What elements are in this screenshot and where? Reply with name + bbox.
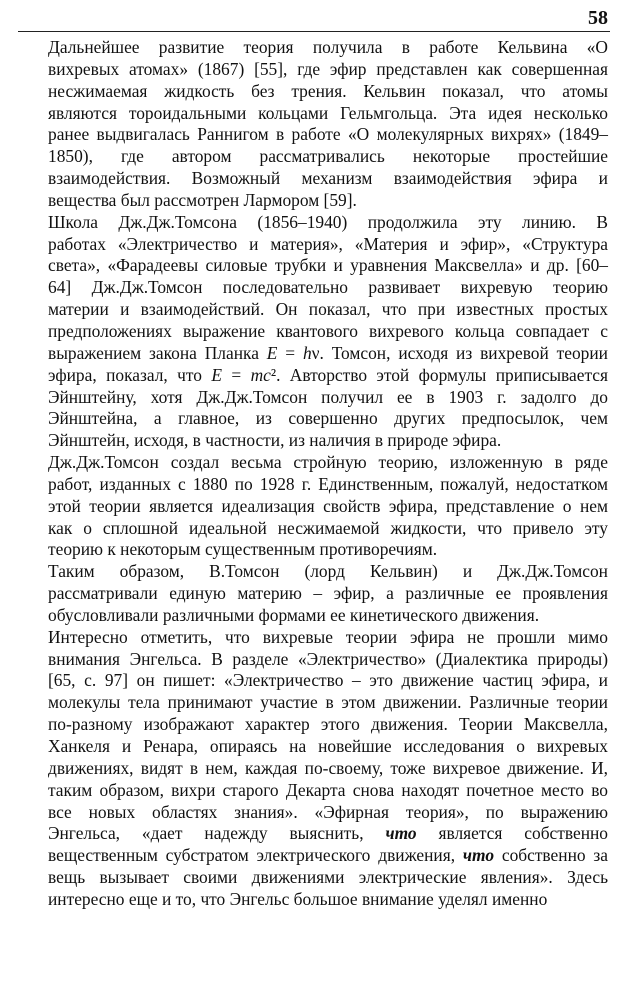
text-line: несжимаемая жидкость без трения. Кельвин показал, что атомы	[48, 80, 608, 101]
text-line: предположениях выражение квантового вихревого кольца совпадает с	[48, 320, 608, 341]
text-line: все новых областях знания». «Эфирная теория», по выражению	[48, 801, 608, 822]
text-line: материи и взаимодействий. Он показал, что при известных простых	[48, 299, 608, 320]
page-number: 58	[588, 7, 608, 29]
text-line: выражением закона Планка E = hν. Томсон, исходя из вихревой теории	[48, 342, 608, 363]
text-line: по-разному изображают характер этого движения. Теории Максвелла,	[48, 714, 608, 735]
body-text	[20, 37, 608, 911]
text-line: работ, изданных с 1880 по 1928 г. Единственным, пожалуй, недостатком	[48, 473, 608, 494]
text-line: Ханкеля и Ренара, опираясь на новейшие исследования о вихревых	[48, 736, 608, 756]
text-line: Дж.Дж.Томсон создал весьма стройную теорию, изложенную в ряде	[48, 452, 608, 473]
text-line: вещь вызывает своими движениями электрические явления». Здесь	[48, 867, 608, 888]
text-line: Интересно отметить, что вихревые теории эфира не прошли мимо	[48, 626, 608, 647]
text-line: интересно еще и то, что Энгельс большое внимание уделял именно	[48, 888, 548, 909]
text-line: вещественным субстратом электрического движения, что собственно за	[48, 845, 608, 866]
text-line: молекулы тела принимают участие в этом движении. Различные теории	[48, 692, 608, 713]
text-line: Эйнштейн, исходя, в частности, из наличия в природе эфира.	[48, 430, 502, 451]
text-line: эфира, показал, что E = mc². Авторство этой формулы приписывается	[48, 364, 608, 385]
text-line: Таким образом, В.Томсон (лорд Кельвин) и Дж.Дж.Томсон	[48, 561, 608, 582]
paragraph	[20, 37, 608, 212]
text-line: таким образом, вихри старого Декарта снова находят почетное место во	[48, 779, 608, 800]
text-line: вихревых атомах» (1867) [55], где эфир представлен как совершенная	[48, 58, 608, 79]
text-line: Школа Дж.Дж.Томсона (1856–1940) продолжила эту линию. В	[48, 211, 608, 232]
text-line: Энгельса, «дает надежду выяснить, что является собственно	[48, 823, 608, 844]
paragraph	[20, 212, 608, 452]
text-line: света», «Фарадеевы силовые трубки и уравнения Максвелла» и др. [60–	[48, 255, 608, 276]
text-line: рассматривали единую материю – эфир, а различные ее проявления	[48, 583, 608, 604]
text-line: взаимодействия. Возможный механизм взаимодействия эфира и	[48, 168, 608, 189]
text-line: вещества был рассмотрен Лармором [59].	[48, 189, 357, 210]
paragraph	[20, 561, 608, 627]
text-line: Эйнштейну, хотя Дж.Дж.Томсон получил ее в 1903 г. задолго до	[48, 386, 608, 407]
text-line: [65, с. 97] он пишет: «Электричество – это движение частиц эфира, и	[48, 670, 608, 691]
text-line: работах «Электричество и материя», «Материя и эфир», «Структура	[48, 233, 608, 254]
text-line: являются тороидальными кольцами Гельмгольца. Эта идея несколько	[48, 102, 608, 123]
text-line: как о сплошной идеальной несжимаемой жидкости, что привело эту	[48, 517, 608, 538]
text-line: движениях, видят в нем, каждая по-своему, тоже вихревое движение. И,	[48, 757, 608, 778]
text-line: этой теории является идеализация свойств эфира, представление о нем	[48, 495, 608, 516]
text-line: теорию к некоторым существенным противоречиям.	[48, 539, 438, 560]
paragraph	[20, 452, 608, 561]
paragraph	[20, 627, 608, 911]
text-line: Дальнейшее развитие теория получила в работе Кельвина «О	[48, 37, 608, 57]
text-line: внимания Энгельса. В разделе «Электричество» (Диалектика природы)	[48, 648, 608, 669]
text-line: ранее выдвигалась Раннигом в работе «О молекулярных вихрях» (1849–	[48, 124, 608, 145]
text-line: обусловливали различными формами ее кинетического движения.	[48, 604, 540, 625]
text-line: 1850), где автором рассматривались некоторые простейшие	[48, 146, 608, 167]
text-line: Эйнштейна, а главное, из совершенно других предпосылок, чем	[48, 408, 608, 429]
text-line: 64] Дж.Дж.Томсон последовательно развивает вихревую теорию	[48, 277, 608, 298]
header-rule	[18, 31, 610, 32]
